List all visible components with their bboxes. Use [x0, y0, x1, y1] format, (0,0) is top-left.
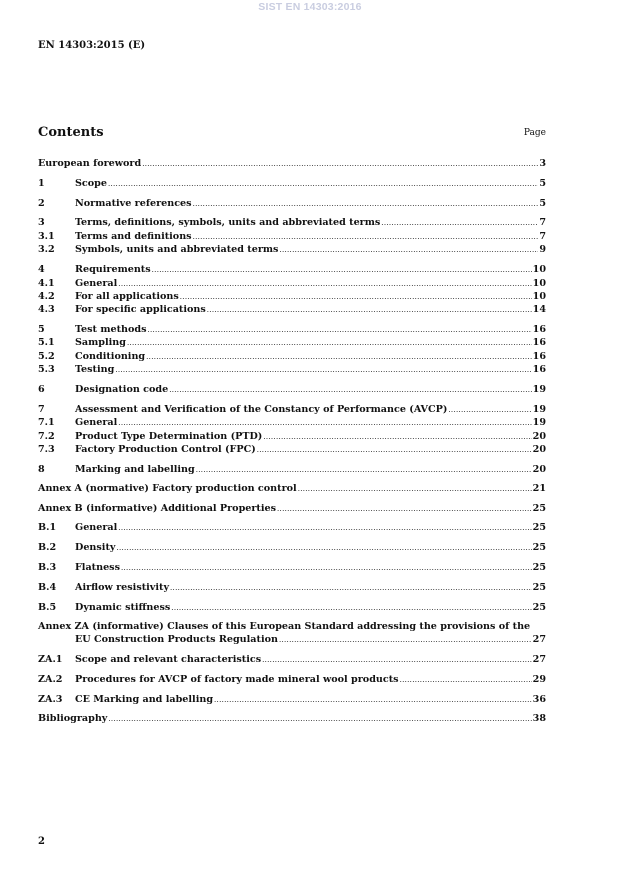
toc-entry-page: 25: [532, 602, 546, 613]
dot-leader: [193, 230, 539, 244]
dot-leader: [170, 581, 532, 595]
toc-entry[interactable]: [38, 463, 546, 476]
toc-entry[interactable]: [38, 521, 546, 534]
toc-entry-number: ZA.2: [38, 674, 63, 685]
toc-entry[interactable]: [38, 541, 546, 554]
dot-leader: [108, 177, 538, 191]
toc-entry-page: 19: [532, 384, 546, 395]
toc-entry-page: 7: [539, 231, 546, 242]
dot-leader: [118, 416, 531, 430]
watermark: SIST EN 14303:2016: [258, 1, 362, 13]
toc-entry-page: 5: [539, 198, 546, 209]
toc-entry-number: 5.2: [38, 351, 55, 362]
toc-entry[interactable]: [38, 416, 546, 429]
toc-entry-title: CE Marking and labelling: [75, 694, 214, 705]
toc-entry[interactable]: [38, 323, 546, 336]
toc-entry-title: Terms, definitions, symbols, units and abbreviated terms: [75, 217, 381, 228]
dot-leader: [448, 403, 531, 417]
toc-entry[interactable]: [38, 263, 546, 276]
dot-leader: [108, 712, 531, 726]
toc-entry-page: 25: [532, 503, 546, 514]
toc-entry-number: 7.3: [38, 444, 55, 455]
toc-entry-page: 10: [532, 264, 546, 275]
toc-entry[interactable]: [38, 430, 546, 443]
toc-entry-number: B.3: [38, 562, 57, 573]
contents-heading: Contents: [38, 125, 104, 140]
toc-entry-page: 25: [532, 582, 546, 593]
toc-entry-page: 20: [532, 464, 546, 475]
toc-entry-number: B.5: [38, 602, 57, 613]
dot-leader: [180, 290, 532, 304]
toc-entry-title: General: [75, 522, 118, 533]
toc-entry[interactable]: [38, 693, 546, 706]
toc-entry-title: Symbols, units and abbreviated terms: [75, 244, 279, 255]
toc-entry-title: Sampling: [75, 337, 126, 348]
dot-leader: [263, 430, 531, 444]
toc-entry-title: Density: [75, 542, 116, 553]
toc-entry-number: 4.3: [38, 304, 55, 315]
toc-entry[interactable]: [38, 502, 546, 515]
toc-entry-title: Assessment and Verification of the Constancy of Performance (AVCP): [75, 404, 448, 415]
toc-entry-number: 5.1: [38, 337, 55, 348]
toc-entry-page: 38: [532, 713, 546, 724]
toc-entry-number: 7: [38, 404, 45, 415]
dot-leader: [279, 243, 538, 257]
toc-entry-title: Requirements: [75, 264, 151, 275]
dot-leader: [381, 216, 538, 230]
dot-leader: [115, 363, 531, 377]
toc-entry[interactable]: [38, 561, 546, 574]
toc-entry-number: 7.1: [38, 417, 55, 428]
toc-entry-number: B.1: [38, 522, 57, 533]
toc-entry-page: 9: [539, 244, 546, 255]
toc-entry-title: EU Construction Products Regulation: [75, 634, 278, 645]
dot-leader: [262, 653, 532, 667]
toc-entry[interactable]: [38, 336, 546, 349]
toc-entry-number: 3.2: [38, 244, 55, 255]
toc-entry-page: 14: [532, 304, 546, 315]
page-number: 2: [38, 836, 45, 847]
dot-leader: [146, 350, 532, 364]
dot-leader: [207, 303, 532, 317]
toc-entry-title: Annex A (normative) Factory production control: [38, 483, 297, 494]
toc-entry-page: 16: [532, 324, 546, 335]
toc-entry-page: 20: [532, 444, 546, 455]
toc-entry-title: For specific applications: [75, 304, 206, 315]
toc-entry[interactable]: [38, 177, 546, 190]
dot-leader: [121, 561, 532, 575]
toc-entry[interactable]: [38, 712, 546, 725]
toc-entry[interactable]: [38, 197, 546, 210]
toc-entry[interactable]: [38, 620, 546, 646]
toc-entry-title: Testing: [75, 364, 115, 375]
page-column-label: Page: [523, 128, 546, 138]
dot-leader: [142, 157, 538, 171]
toc-entry-number: 4.2: [38, 291, 55, 302]
toc-entry-page: 10: [532, 291, 546, 302]
toc-entry[interactable]: [38, 443, 546, 456]
toc-entry[interactable]: [38, 350, 546, 363]
toc-entry[interactable]: [38, 290, 546, 303]
dot-leader: [118, 521, 531, 535]
toc-entry-title: Procedures for AVCP of factory made mineral wool products: [75, 674, 399, 685]
toc-entry-number: 6: [38, 384, 45, 395]
toc-entry-number: 2: [38, 198, 45, 209]
toc-entry[interactable]: [38, 243, 546, 256]
dot-leader: [196, 463, 532, 477]
toc-entry-title: Product Type Determination (PTD): [75, 431, 263, 442]
toc-entry-title: Flatness: [75, 562, 120, 573]
toc-entry[interactable]: [38, 303, 546, 316]
toc-entry-title: Normative references: [75, 198, 192, 209]
toc-entry-page: 7: [539, 217, 546, 228]
toc-entry[interactable]: [38, 157, 546, 170]
toc-entry-title: Marking and labelling: [75, 464, 195, 475]
toc-entry-page: 19: [532, 417, 546, 428]
toc-entry-number: 4: [38, 264, 45, 275]
toc-entry-title: Designation code: [75, 384, 169, 395]
toc-entry-title: Dynamic stiffness: [75, 602, 171, 613]
toc-entry-title: Scope and relevant characteristics: [75, 654, 262, 665]
toc-entry-page: 16: [532, 351, 546, 362]
toc-entry-page: 10: [532, 278, 546, 289]
dot-leader: [193, 197, 539, 211]
toc-entry-title: General: [75, 278, 118, 289]
toc-entry-number: B.2: [38, 542, 57, 553]
toc-entry-title: Scope: [75, 178, 107, 189]
toc-entry-title: Test methods: [75, 324, 147, 335]
toc-entry-page: 5: [539, 178, 546, 189]
toc-entry-title: Factory Production Control (FPC): [75, 444, 256, 455]
dot-leader: [277, 502, 532, 516]
toc-entry-title: Terms and definitions: [75, 231, 192, 242]
toc-entry-number: 5: [38, 324, 45, 335]
dot-leader: [147, 323, 531, 337]
toc-entry-page: 27: [532, 654, 546, 665]
toc-entry-page: 16: [532, 337, 546, 348]
toc-entry-page: 27: [532, 634, 546, 645]
toc-entry-page: 29: [532, 674, 546, 685]
toc-entry-number: 1: [38, 178, 45, 189]
dot-leader: [171, 601, 531, 615]
toc-entry-title: European foreword: [38, 158, 142, 169]
toc-entry-title: For all applications: [75, 291, 179, 302]
dot-leader: [152, 263, 532, 277]
toc-entry[interactable]: [38, 673, 546, 686]
toc-entry[interactable]: [38, 216, 546, 229]
dot-leader: [257, 443, 532, 457]
toc-entry-title: Airflow resistivity: [75, 582, 170, 593]
toc-entry[interactable]: [38, 653, 546, 666]
toc-entry[interactable]: [38, 482, 546, 495]
toc-entry-number: ZA.3: [38, 694, 63, 705]
toc-entry-title: General: [75, 417, 118, 428]
toc-entry-title: Conditioning: [75, 351, 146, 362]
toc-entry-number: 4.1: [38, 278, 55, 289]
toc-entry[interactable]: [38, 383, 546, 396]
toc-entry-page: 25: [532, 522, 546, 533]
toc-entry-page: 36: [532, 694, 546, 705]
toc-entry[interactable]: [38, 277, 546, 290]
toc-entry-page: 16: [532, 364, 546, 375]
dot-leader: [116, 541, 531, 555]
toc-entry-number: 7.2: [38, 431, 55, 442]
toc-entry-number: 3: [38, 217, 45, 228]
toc-entry-page: 25: [532, 562, 546, 573]
toc-entry-title: Annex B (informative) Additional Properties: [38, 503, 277, 514]
dot-leader: [279, 633, 532, 647]
toc-entry-page: 20: [532, 431, 546, 442]
dot-leader: [214, 693, 532, 707]
toc-entry-number: 3.1: [38, 231, 55, 242]
toc-entry[interactable]: [38, 230, 546, 243]
toc-entry-number: ZA.1: [38, 654, 63, 665]
document-reference: EN 14303:2015 (E): [38, 40, 146, 51]
toc-entry-title: Bibliography: [38, 713, 108, 724]
toc-entry-page: 21: [532, 483, 546, 494]
toc-entry-title-line: Annex ZA (informative) Clauses of this European Standard addressing the provisions of the: [38, 621, 531, 632]
toc-entry[interactable]: [38, 581, 546, 594]
dot-leader: [118, 277, 531, 291]
dot-leader: [127, 336, 532, 350]
toc-entry-page: 25: [532, 542, 546, 553]
toc-entry-number: 5.3: [38, 364, 55, 375]
dot-leader: [169, 383, 531, 397]
toc-entry-number: B.4: [38, 582, 57, 593]
toc-entry[interactable]: [38, 363, 546, 376]
dot-leader: [298, 482, 532, 496]
dot-leader: [400, 673, 532, 687]
toc-entry-number: 8: [38, 464, 45, 475]
toc-entry[interactable]: [38, 601, 546, 614]
toc-entry-page: 19: [532, 404, 546, 415]
toc-entry[interactable]: [38, 403, 546, 416]
toc-entry-page: 3: [539, 158, 546, 169]
